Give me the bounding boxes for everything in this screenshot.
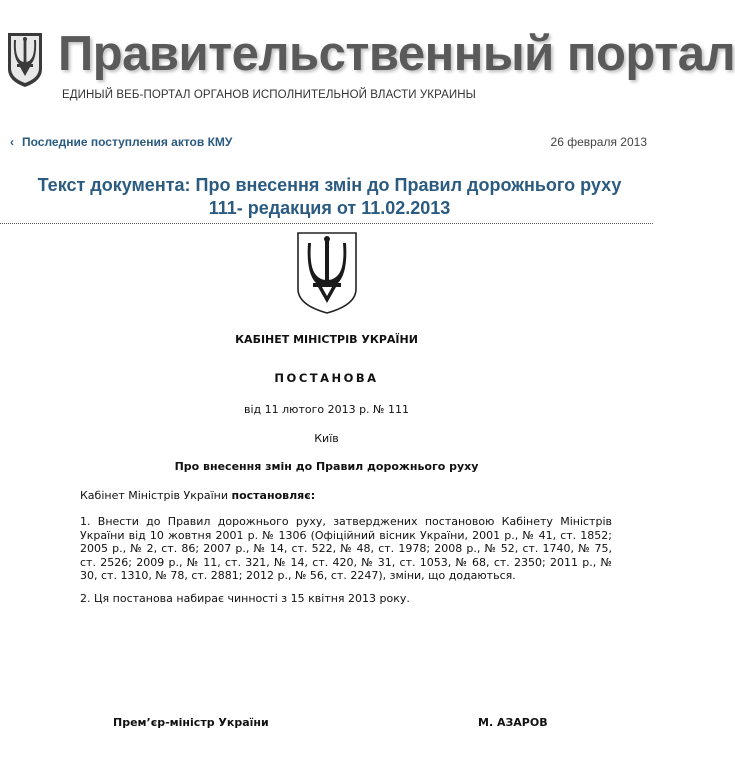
document-title-line1: Текст документа: Про внесення змін до Правил дорожнього руху <box>37 175 622 195</box>
intro-bold-text: постановляє: <box>231 489 316 502</box>
document-dateline: від 11 лютого 2013 р. № 111 <box>244 403 409 416</box>
site-header <box>0 0 735 112</box>
portal-subtitle: ЕДИНЫЙ ВЕБ-ПОРТАЛ ОРГАНОВ ИСПОЛНИТЕЛЬНОЙ ВЛАСТИ УКРАИНЫ <box>62 89 476 101</box>
publication-date: 26 февраля 2013 <box>550 135 647 149</box>
chevron-left-icon: ‹ <box>10 135 14 149</box>
document-heading: Про внесення змін до Правил дорожнього руху <box>174 460 479 473</box>
signature-name: М. АЗАРОВ <box>478 716 548 729</box>
intro-paragraph <box>80 489 612 503</box>
portal-title[interactable]: Правительственный портал <box>58 27 735 81</box>
document-city: Київ <box>314 432 339 445</box>
signature-title: Прем’єр-міністр України <box>113 716 269 729</box>
paragraph-1: 1. Внести до Правил дорожнього руху, затверджених постановою Кабінету Міністрів України від 10 жовтня 2001 р. № 1306 (Офіційний вісник України, 2001 р., № 41, ст. 1852; 2005 р., № 2, ст. 86; 2007 р., № 14, ст. 522, № 48, ст. 1978; 2008 р., № 52, ст. 1740, № 75, ст. 2526; 2009 р., № 11, ст. 321, № 14, ст. 420, № 31, ст. 1053, № 68, ст. 2350; 2011 р., № 30, ст. 1310, № 78, ст. 2881; 2012 р., № 56, ст. 2247), зміни, що додаються. <box>80 515 612 583</box>
paragraph-2: 2. Ця постанова набирає чинності з 15 квітня 2013 року. <box>80 592 410 605</box>
document-title-line2: 111- редакция от 11.02.2013 <box>208 198 451 218</box>
document-type: ПОСТАНОВА <box>274 371 379 385</box>
dotted-divider <box>0 223 653 224</box>
nav-row <box>0 135 659 155</box>
ukraine-trident-icon[interactable] <box>5 29 45 89</box>
back-to-latest-acts-link[interactable] <box>10 135 232 149</box>
back-link-label: Последние поступления актов КМУ <box>22 135 233 149</box>
ukraine-coat-of-arms-icon <box>296 231 358 315</box>
issuing-authority: КАБІНЕТ МІНІСТРІВ УКРАЇНИ <box>235 333 418 346</box>
intro-text: Кабінет Міністрів України <box>80 489 232 502</box>
document-title <box>0 174 659 220</box>
